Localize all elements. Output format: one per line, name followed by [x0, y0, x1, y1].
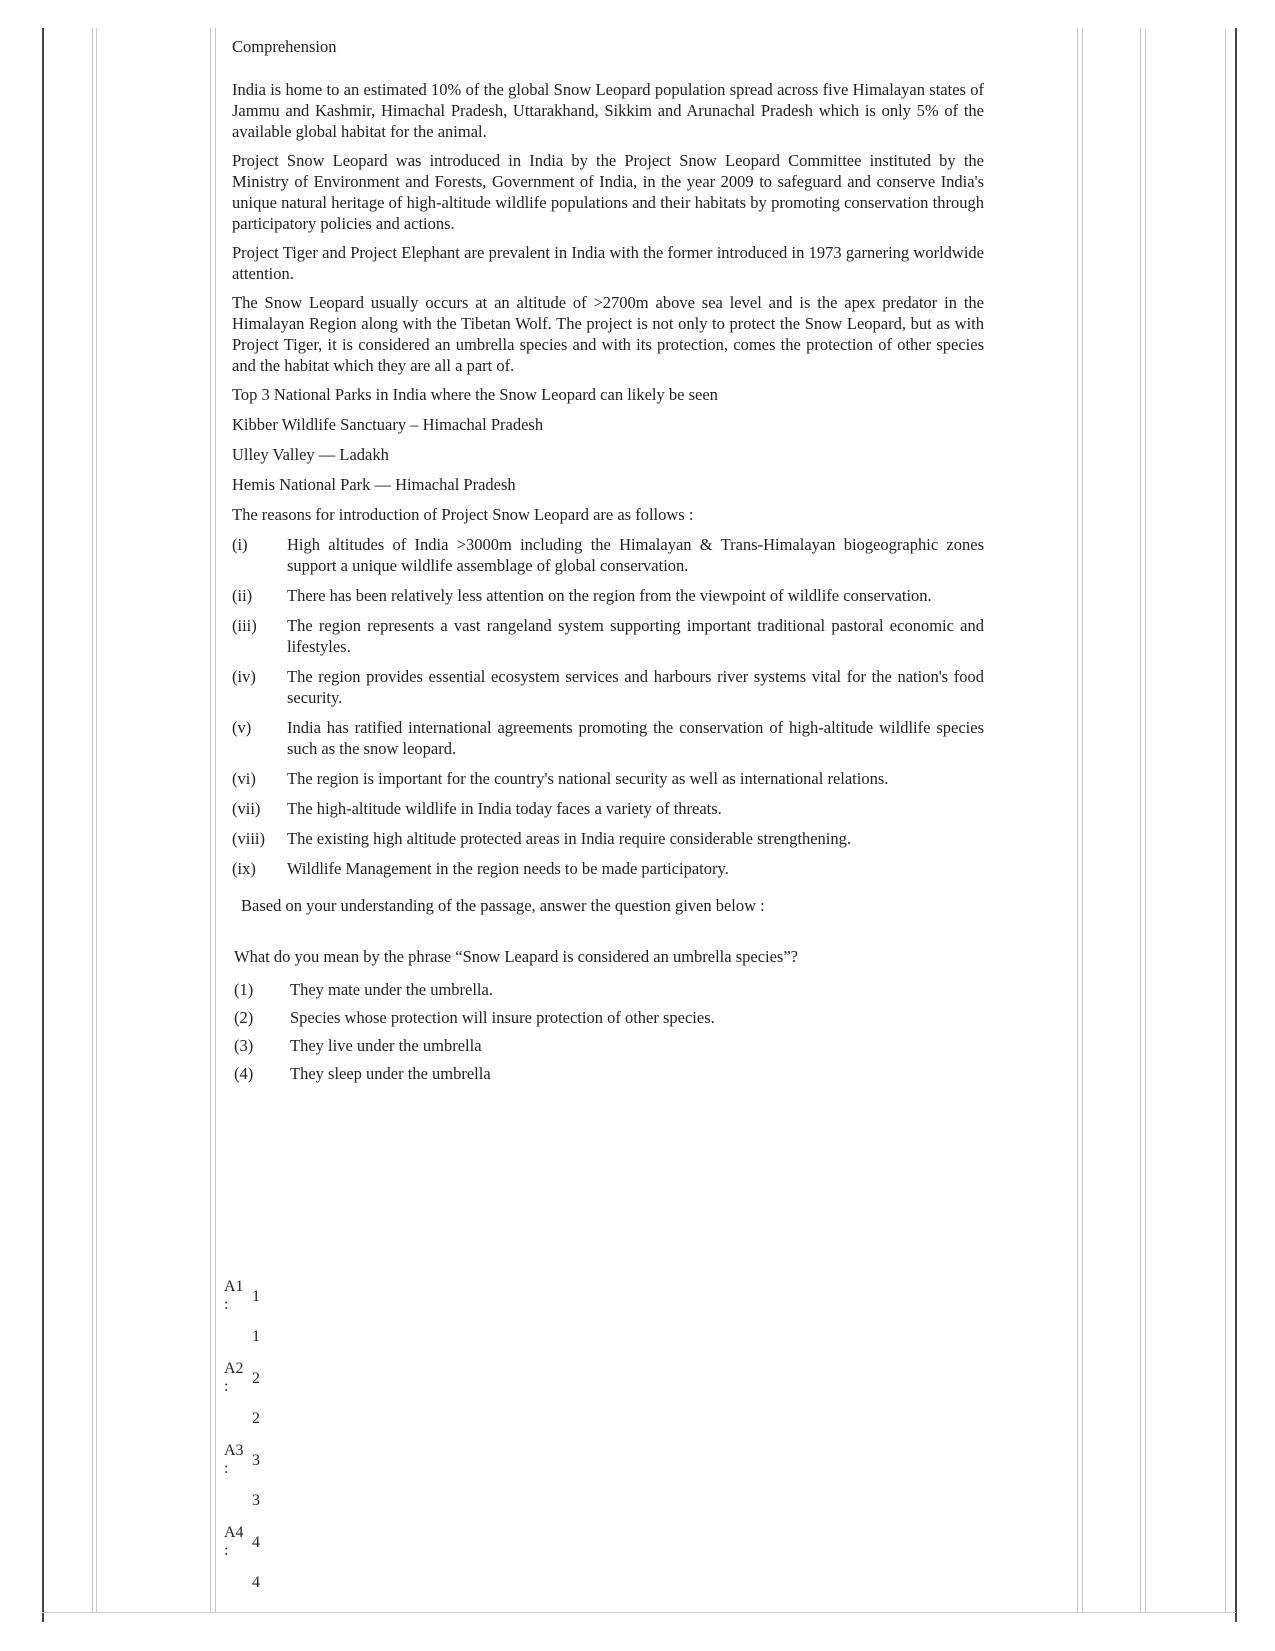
answer-row	[224, 1442, 424, 1524]
answer-value-repeat: 1	[252, 1328, 260, 1345]
option-text: They mate under the umbrella.	[290, 980, 493, 999]
answer-value: 3	[252, 1452, 260, 1469]
reason-number: (vii)	[232, 799, 261, 818]
answer-value-repeat: 2	[252, 1410, 260, 1427]
option-item	[234, 1035, 984, 1056]
frame-line-left-3	[210, 28, 211, 1612]
reason-number: (i)	[232, 535, 248, 554]
parks-intro: Top 3 National Parks in India where the Snow Leopard can likely be seen	[232, 385, 718, 404]
frame-line-right-3	[1140, 28, 1141, 1612]
reason-text: The region is important for the country's national security as well as international relations.	[287, 769, 889, 788]
frame-line-right-5	[1225, 28, 1226, 1612]
option-number: (1)	[234, 980, 254, 999]
answer-value-repeat: 3	[252, 1492, 260, 1509]
frame-line-right-1	[1077, 28, 1078, 1612]
frame-line-right-outer	[1235, 28, 1237, 1622]
frame-line-right-2	[1082, 28, 1083, 1612]
answer-label: A3	[224, 1442, 244, 1459]
park-item: Ulley Valley — Ladakh	[232, 445, 389, 464]
answer-label: A1	[224, 1278, 244, 1295]
park-item: Hemis National Park — Himachal Pradesh	[232, 475, 516, 494]
reason-text: The existing high altitude protected areas in India require considerable strengthening.	[287, 829, 852, 848]
reason-number: (viii)	[232, 829, 265, 848]
reason-text: The region represents a vast rangeland system supporting important traditional pastoral economic and lifestyles.	[287, 616, 984, 656]
answer-value: 2	[252, 1370, 260, 1387]
reason-text: The high-altitude wildlife in India today faces a variety of threats.	[287, 799, 722, 818]
reason-item	[232, 585, 984, 606]
park-item: Kibber Wildlife Sanctuary – Himachal Pradesh	[232, 415, 544, 434]
answer-label: A2	[224, 1360, 244, 1377]
comprehension-passage	[232, 36, 984, 1091]
reason-item	[232, 534, 984, 576]
frame-line-left-1	[92, 28, 93, 1612]
frame-line-left-4	[215, 28, 216, 1612]
answer-row	[224, 1524, 424, 1606]
frame-line-right-4	[1145, 28, 1146, 1612]
answer-colon: :	[224, 1460, 229, 1477]
reason-number: (iii)	[232, 616, 257, 635]
reason-item	[232, 666, 984, 708]
frame-line-left-outer	[42, 28, 44, 1622]
answer-colon: :	[224, 1296, 229, 1313]
reason-item	[232, 858, 984, 879]
answer-key	[224, 1278, 424, 1606]
frame-line-bottom	[42, 1612, 1236, 1613]
reason-item	[232, 798, 984, 819]
paragraph: The Snow Leopard usually occurs at an altitude of >2700m above sea level and is the apex predator in the Himalayan Region along with the Tibetan Wolf. The project is not only to protect the Snow Leopard, but as with Project Tiger, it is considered an umbrella species and with its protection, comes the protection of other species and the habitat which they are all a part of.	[232, 293, 984, 375]
reasons-list	[232, 534, 984, 879]
paragraph: Project Snow Leopard was introduced in India by the Project Snow Leopard Committee instituted by the Ministry of Environment and Forests, Government of India, in the year 2009 to safeguard and conserve India's unique natural heritage of high-altitude wildlife populations and their habitats by promoting conservation through participatory policies and actions.	[232, 151, 984, 233]
reason-text: There has been relatively less attention on the region from the viewpoint of wildlife conservation.	[287, 586, 932, 605]
question-text: What do you mean by the phrase “Snow Leapard is considered an umbrella species”?	[234, 947, 799, 966]
reason-number: (iv)	[232, 667, 256, 686]
reason-item	[232, 768, 984, 789]
reason-text: Wildlife Management in the region needs to be made participatory.	[287, 859, 729, 878]
paragraph: Project Tiger and Project Elephant are prevalent in India with the former introduced in 1973 garnering worldwide attention.	[232, 243, 984, 283]
reason-number: (v)	[232, 718, 252, 737]
reason-number: (vi)	[232, 769, 256, 788]
option-number: (3)	[234, 1036, 254, 1055]
reasons-intro: The reasons for introduction of Project Snow Leopard are as follows :	[232, 505, 694, 524]
option-item	[234, 1063, 984, 1084]
reason-text: India has ratified international agreements promoting the conservation of high-altitude wildlife species such as the snow leopard.	[287, 718, 984, 758]
answer-label: A4	[224, 1524, 244, 1541]
answer-colon: :	[224, 1542, 229, 1559]
option-text: They sleep under the umbrella	[290, 1064, 491, 1083]
reason-number: (ii)	[232, 586, 253, 605]
option-number: (4)	[234, 1064, 254, 1083]
option-item	[234, 979, 984, 1000]
answer-row	[224, 1360, 424, 1442]
answer-value: 1	[252, 1288, 260, 1305]
reason-item	[232, 717, 984, 759]
option-number: (2)	[234, 1008, 254, 1027]
option-text: Species whose protection will insure protection of other species.	[290, 1008, 715, 1027]
reason-item	[232, 828, 984, 849]
reason-number: (ix)	[232, 859, 256, 878]
section-heading: Comprehension	[232, 37, 337, 56]
option-item	[234, 1007, 984, 1028]
answer-value: 4	[252, 1534, 260, 1551]
answer-value-repeat: 4	[252, 1574, 260, 1591]
paragraph: India is home to an estimated 10% of the global Snow Leopard population spread across five Himalayan states of Jammu and Kashmir, Himachal Pradesh, Uttarakhand, Sikkim and Arunachal Pradesh which is only 5% of the available global habitat for the animal.	[232, 80, 984, 141]
answer-colon: :	[224, 1378, 229, 1395]
option-text: They live under the umbrella	[290, 1036, 482, 1055]
answer-row	[224, 1278, 424, 1360]
reason-text: The region provides essential ecosystem services and harbours river systems vital for the nation's food security.	[287, 667, 984, 707]
question-instruction: Based on your understanding of the passage, answer the question given below :	[241, 896, 765, 915]
reason-item	[232, 615, 984, 657]
reason-text: High altitudes of India >3000m including the Himalayan & Trans-Himalayan biogeographic zones support a unique wildlife assemblage of global conservation.	[287, 535, 984, 575]
frame-line-left-2	[96, 28, 97, 1612]
